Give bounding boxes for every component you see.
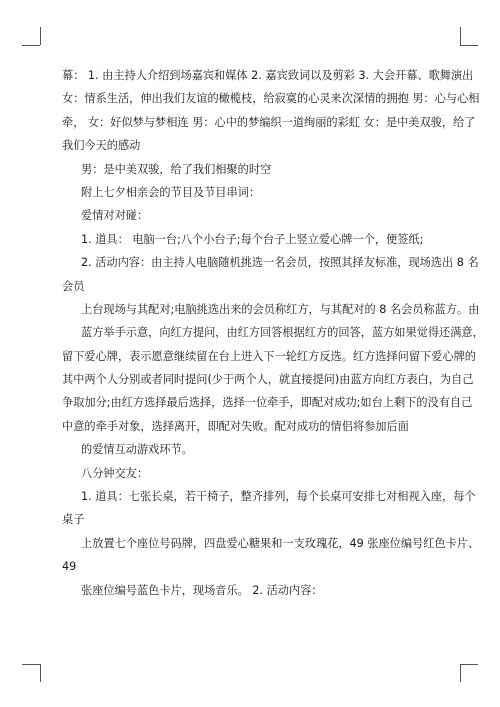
- text-line: 争取加分;由红方选择最后选择，选择一位牵手，即配对成功;如台上剩下的没有自己: [62, 396, 473, 410]
- text-line: 留下爱心牌，表示愿意继续留在台上进入下一轮红方反选。红方选择问留下爱心牌的: [62, 349, 476, 363]
- text-line: 1. 道具： 电脑一台;八个小台子;每个台子上竖立爱心牌一个，便签纸;: [81, 232, 424, 246]
- text-line: 男：是中美双骏，给了我们相聚的时空: [81, 162, 272, 176]
- text-line: 2. 活动内容：由主持人电脑随机挑选一名会员，按照其择友标准，现场选出 8 名: [81, 256, 479, 270]
- text-line: 牵， 女：好似梦与梦相连 男：心中的梦编织一道绚丽的彩虹 女：是中美双骏，给了: [62, 115, 476, 129]
- text-line: 其中两个人分别或者同时提问(少于两个人，就直接提问)由蓝方向红方表白，为自己: [62, 373, 474, 387]
- text-line: 女：情系生活，伸出我们友谊的橄榄枝，给寂寞的心灵来次深情的拥抱 男：心与心相: [62, 92, 480, 106]
- text-line: 中意的牵手对象，选择离开，即配对失败。配对成功的情侣将参加后面: [62, 419, 409, 433]
- text-line: 附上七夕相亲会的节目及节目串词：: [81, 185, 261, 199]
- text-line: 会员: [62, 279, 85, 293]
- text-line: 蓝方举手示意，向红方提问，由红方回答根据红方的回答，蓝方如果觉得还满意，: [81, 326, 484, 340]
- text-line: 张座位编号蓝色卡片，现场音乐。 2. 活动内容：: [81, 583, 323, 597]
- section-heading: 八分钟交友：: [81, 466, 149, 480]
- text-line: 上放置七个座位号码牌，四盘爱心糖果和一支玫瑰花，49 张座位编号红色卡片、: [81, 536, 480, 550]
- text-line: 1. 道具：七张长桌，若干椅子，整齐排列，每个长桌可安排七对相视入座，每个: [81, 490, 476, 504]
- section-heading: 爱情对对碰：: [81, 209, 149, 223]
- text-line: 我们今天的感动: [62, 139, 141, 153]
- text-line: 49: [62, 560, 77, 574]
- text-line: 的爱情互动游戏环节。: [81, 443, 193, 457]
- document-body: [62, 64, 484, 602]
- text-line: 上台现场与其配对;电脑挑选出来的会员称红方，与其配对的 8 名会员称蓝方。由: [81, 302, 480, 316]
- text-line: 桌子: [62, 513, 85, 527]
- text-line: 幕： 1. 由主持人介绍到场嘉宾和媒体 2. 嘉宾致词以及剪彩 3. 大会开幕、歌舞演出: [62, 69, 474, 82]
